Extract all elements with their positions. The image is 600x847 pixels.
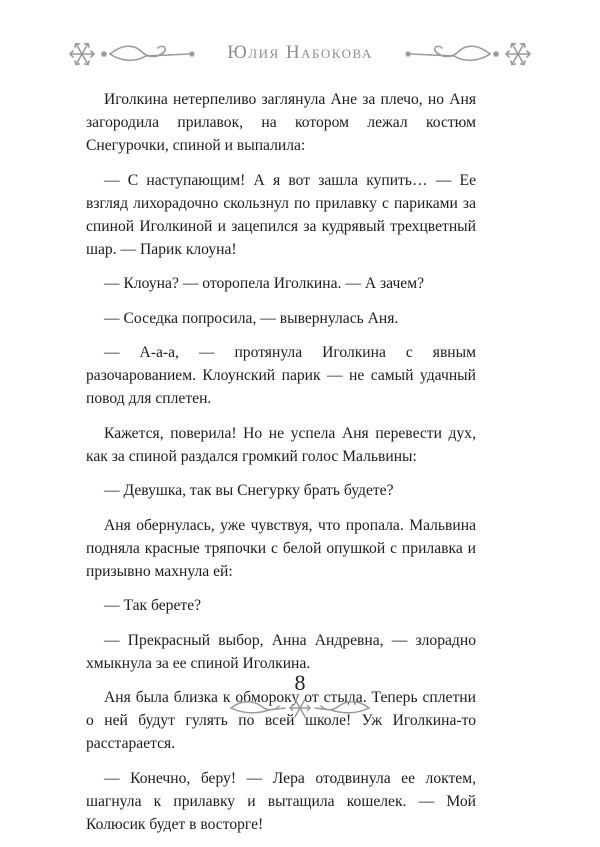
paragraph: — Девушка, так вы Снегурку брать будете? xyxy=(104,482,394,499)
page-number: 8 xyxy=(294,670,306,695)
paragraph: Кажется, поверила! Но не успела Аня перевести дух, как за спиной раздался громкий голос Мальвины: xyxy=(86,424,476,465)
paragraph: Аня обернулась, уже чувствуя, что пропала. Мальвина подняла красные тряпочки с белой опушкой с прилавка и призывно махнула ей: xyxy=(86,516,476,580)
paragraph: Иголкина нетерпеливо заглянула Ане за плечо, но Аня загородила прилавок, на котором лежал костюм Снегурочки, спиной и выпалила: xyxy=(86,91,476,154)
paragraph: — Клоуна? — оторопела Иголкина. — А зачем? xyxy=(104,275,424,292)
paragraph: — Конечно, беру! — Лера отодвинула ее локтем, шагнула к прилавку и вытащила кошелек. — Мой Колюсик будет в восторге! xyxy=(86,769,476,833)
footer-ornament-icon xyxy=(225,694,375,722)
paragraph: — А-а-а, — протянула Иголкина с явным разочарованием. Клоунский парик — не самый удачный повод для сплетен. xyxy=(86,344,476,407)
running-header-author: Юлия Набокова xyxy=(227,42,373,63)
paragraph: — С наступающим! А я вот зашла купить… — Ее взгляд лихорадочно скользнул по прилавку с париками за спиной Иголкиной и зацепился за кудрявый трехцветный шар. — Парик клоуна! xyxy=(86,171,476,258)
header-right-ornament-icon xyxy=(398,36,538,72)
paragraph: — Прекрасный выбор, Анна Андревна, — злорадно хмыкнула за ее спиной Иголкина. xyxy=(86,631,476,672)
paragraph: — Соседка попросила, — вывернулась Аня. xyxy=(104,309,399,327)
paragraph: — Так берете? xyxy=(104,597,202,614)
paragraph: Аня была близка к обмороку от стыда. Теперь сплетни о ней будут гулять по всей школе! Уж Иголкина-то расстарается. xyxy=(86,689,476,752)
page-header xyxy=(0,36,600,72)
body-text xyxy=(86,88,476,847)
